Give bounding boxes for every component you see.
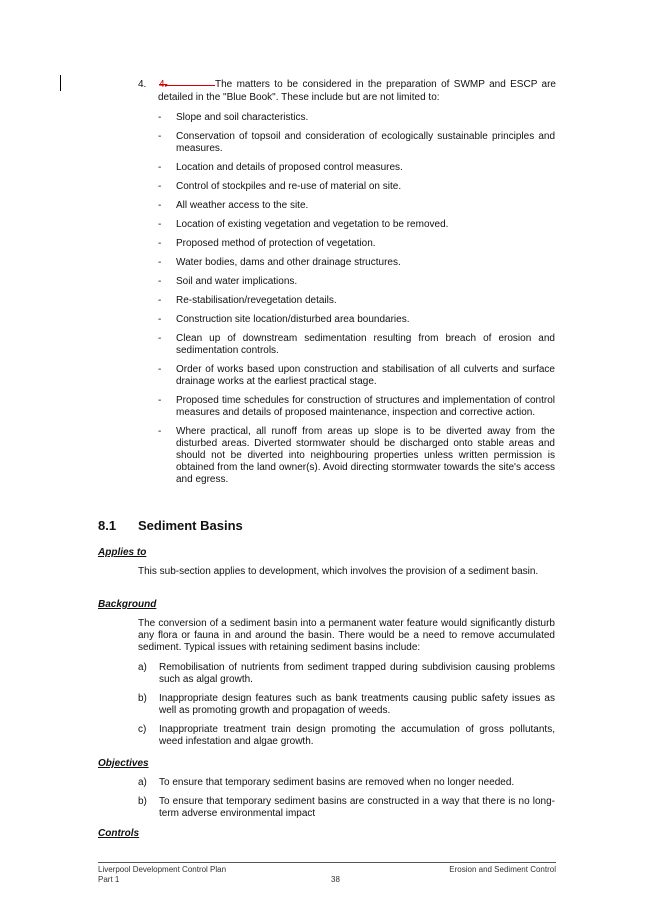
list-item: - Re-stabilisation/revegetation details.	[158, 295, 337, 306]
item-text: The matters to be considered in the preparation of SWMP and ESCP are detailed in the "Blue Book". These include but are not limited to:	[158, 79, 556, 103]
section-heading	[98, 518, 243, 533]
background-issues-list	[138, 662, 555, 755]
footer-chapter-title: Erosion and Sediment Control	[449, 865, 556, 874]
numbered-item-4	[138, 78, 556, 104]
list-item: - Construction site location/disturbed area boundaries.	[158, 314, 410, 325]
background-heading: Background	[98, 599, 157, 610]
item-number: 4.	[138, 79, 147, 90]
list-item: a) To ensure that temporary sediment basins are removed when no longer needed.	[138, 777, 515, 788]
deletion-strike-line	[165, 85, 215, 86]
objectives-heading: Objectives	[98, 758, 149, 769]
list-item: a) Remobilisation of nutrients from sediment trapped during subdivision causing problems such as algal growth.	[138, 662, 555, 685]
list-item: - Conservation of topsoil and consideration of ecologically sustainable principles and measures.	[158, 131, 555, 154]
section-number: 8.1	[98, 518, 117, 533]
list-item: - Order of works based upon construction and stabilisation of all culverts and surface drainage works at the earliest practical stage.	[158, 364, 555, 387]
list-item: c) Inappropriate treatment train design promoting the accumulation of gross pollutants, weed infestation and algae growth.	[138, 724, 555, 747]
list-item: - Where practical, all runoff from areas up slope is to be diverted away from the disturbed areas. Diverted stormwater should be discharged onto stable areas and should not be diverted into neighbouring properties unless written permission is obtained from the land owner(s). Avoid directing stormwater towards the site's access and egress.	[158, 426, 555, 485]
list-item: - Control of stockpiles and re-use of material on site.	[158, 181, 402, 192]
list-item: b) Inappropriate design features such as bank treatments causing public safety issues as well as promoting growth and propagation of weeds.	[138, 693, 555, 716]
applies-to-heading: Applies to	[98, 547, 147, 558]
applies-to-text: This sub-section applies to development, which involves the provision of a sediment basin.	[138, 566, 539, 577]
section-title: Sediment Basins	[138, 518, 243, 533]
list-item: - Soil and water implications.	[158, 276, 298, 287]
list-item: - Water bodies, dams and other drainage structures.	[158, 257, 401, 268]
footer-document-title: Liverpool Development Control Plan Part 1	[98, 865, 227, 884]
list-item: - Clean up of downstream sedimentation resulting from breach of erosion and sedimentation controls.	[158, 333, 555, 356]
list-item: - Proposed time schedules for construction of structures and implementation of control measures and details of proposed maintenance, inspection and corrective action.	[158, 395, 555, 418]
list-item: - Proposed method of protection of vegetation.	[158, 238, 376, 249]
list-item: - All weather access to the site.	[158, 200, 309, 211]
page-number: 38	[331, 875, 340, 884]
list-item: b) To ensure that temporary sediment basins are constructed in a way that there is no long-term adverse environmental impact	[138, 796, 555, 819]
objectives-list	[138, 777, 555, 827]
list-item: - Location of existing vegetation and vegetation to be removed.	[158, 219, 449, 230]
background-text: The conversion of a sediment basin into a permanent water feature would significantly disturb any flora or fauna in and around the basin. There would be a need to remove accumulated sediment. Typical issues with retaining sediment basins include:	[138, 618, 555, 653]
footer-divider	[98, 862, 556, 863]
revision-change-bar	[60, 75, 61, 91]
deleted-item-number: 4.	[159, 79, 168, 90]
controls-heading: Controls	[98, 828, 140, 839]
list-item: - Slope and soil characteristics.	[158, 112, 309, 123]
matters-list	[158, 112, 555, 493]
list-item: - Location and details of proposed control measures.	[158, 162, 403, 173]
